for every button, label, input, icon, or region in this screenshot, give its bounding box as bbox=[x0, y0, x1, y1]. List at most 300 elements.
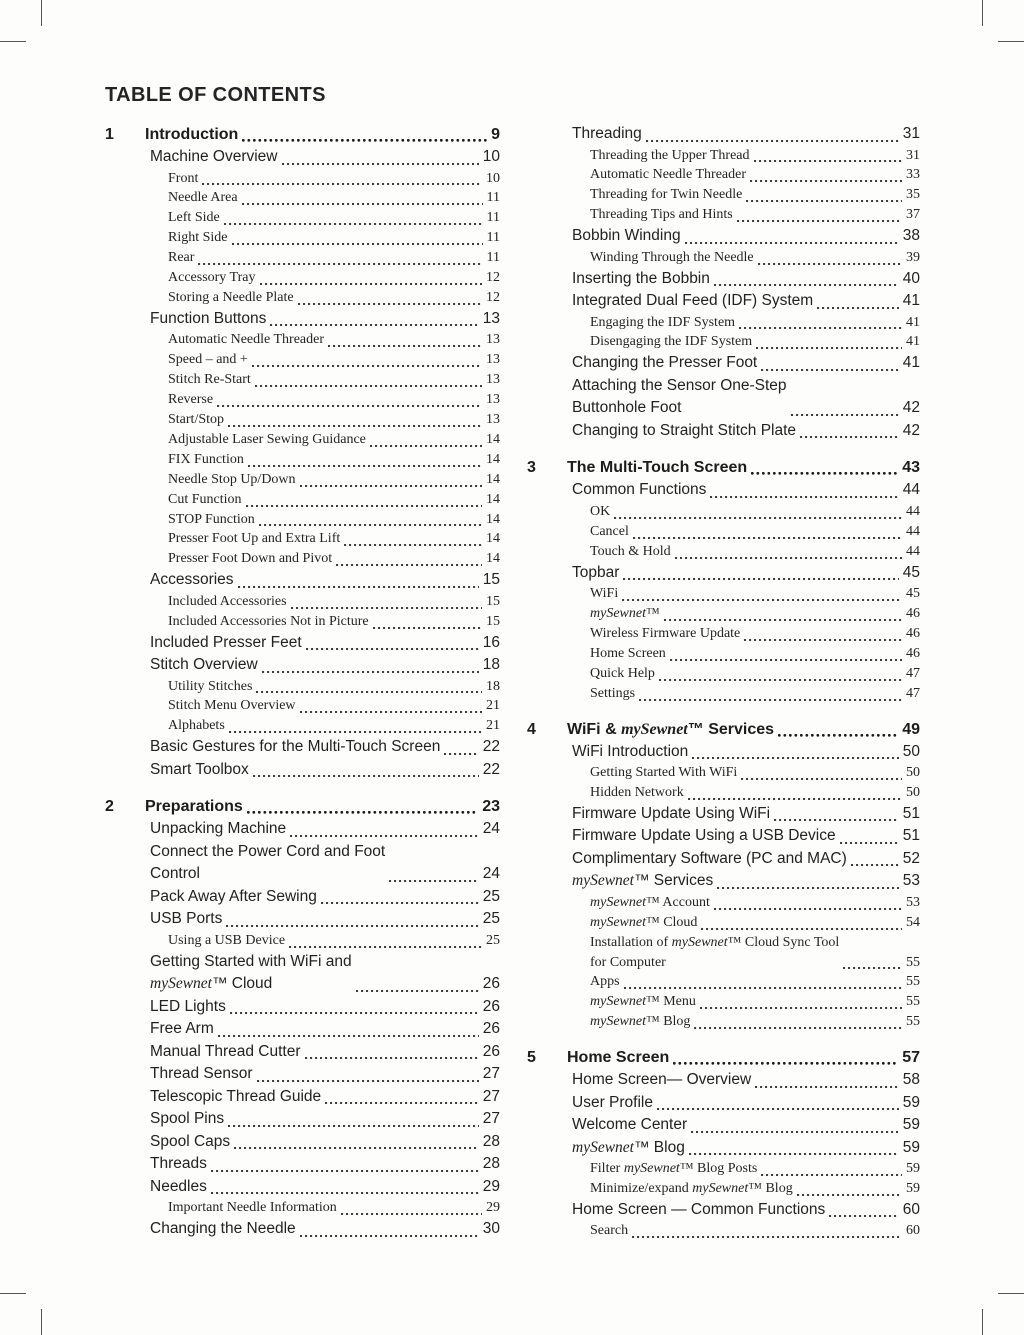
dot-leader bbox=[817, 307, 899, 309]
entry-page-number: 9 bbox=[491, 126, 500, 143]
entry-page-number: 60 bbox=[906, 1223, 920, 1239]
toc-entry bbox=[527, 420, 920, 443]
toc-entry bbox=[527, 933, 920, 973]
entry-label: Bobbin Winding bbox=[572, 227, 681, 245]
entry-label: Rear bbox=[168, 250, 195, 266]
toc-entry bbox=[527, 584, 920, 604]
toc-entry bbox=[527, 1221, 920, 1241]
dot-leader bbox=[840, 842, 899, 844]
dot-leader bbox=[622, 599, 902, 601]
toc-entry bbox=[527, 644, 920, 664]
toc-chapter-entry bbox=[527, 456, 920, 479]
entry-page-number: 29 bbox=[486, 1200, 500, 1216]
entry-page-number: 42 bbox=[902, 399, 920, 417]
entry-label: Welcome Center bbox=[572, 1116, 688, 1134]
entry-label: Threading for Twin Needle bbox=[590, 187, 743, 203]
dot-leader bbox=[646, 140, 899, 142]
toc-entry bbox=[527, 165, 920, 185]
dot-leader bbox=[224, 223, 483, 225]
dot-leader bbox=[829, 1215, 898, 1217]
entry-label: mySewnet™ bbox=[590, 605, 660, 621]
dot-leader bbox=[234, 1147, 479, 1149]
entry-label: Changing the Needle bbox=[150, 1220, 296, 1238]
entry-page-number: 53 bbox=[906, 894, 920, 910]
entry-label: LED Lights bbox=[150, 997, 226, 1015]
dot-leader bbox=[758, 263, 902, 265]
entry-label: Threading the Upper Thread bbox=[590, 147, 750, 163]
dot-leader bbox=[242, 203, 483, 205]
entry-page-number: 10 bbox=[486, 170, 500, 186]
entry-page-number: 25 bbox=[482, 887, 500, 905]
entry-page-number: 15 bbox=[482, 571, 500, 589]
entry-label: Installation of mySewnet™ Cloud Sync Tool for Computer bbox=[590, 934, 840, 970]
dot-leader bbox=[639, 699, 902, 701]
entry-label: Firmware Update Using a USB Device bbox=[572, 827, 836, 845]
toc-entry bbox=[527, 479, 920, 502]
entry-label: Free Arm bbox=[150, 1020, 214, 1038]
entry-label: USB Ports bbox=[150, 910, 223, 928]
dot-leader bbox=[300, 711, 482, 713]
entry-label: Touch & Hold bbox=[590, 543, 671, 559]
crop-mark-top-right-vertical bbox=[982, 0, 983, 26]
entry-page-number: 13 bbox=[486, 332, 500, 348]
entry-label: Automatic Needle Threader bbox=[168, 332, 325, 348]
dot-leader bbox=[659, 679, 902, 681]
entry-label: Needle Stop Up/Down bbox=[168, 471, 296, 487]
dot-leader bbox=[750, 180, 902, 182]
dot-leader bbox=[444, 753, 478, 755]
toc-entry bbox=[527, 146, 920, 166]
dot-leader bbox=[255, 385, 482, 387]
toc-entry bbox=[105, 490, 500, 510]
entry-label: Machine Overview bbox=[150, 148, 278, 165]
entry-page-number: 31 bbox=[902, 125, 920, 142]
entry-label: Speed – and + bbox=[168, 352, 248, 368]
toc-entry bbox=[105, 1086, 500, 1109]
entry-page-number: 55 bbox=[906, 1014, 920, 1030]
entry-page-number: 46 bbox=[906, 605, 920, 621]
toc-entry bbox=[527, 1114, 920, 1137]
entry-label: Getting Started with WiFi and mySewnet™ Cloud bbox=[150, 952, 352, 993]
dot-leader bbox=[675, 557, 902, 559]
entry-page-number: 50 bbox=[906, 784, 920, 800]
toc-entry bbox=[105, 759, 500, 782]
chapter-number: 4 bbox=[527, 720, 536, 738]
dot-leader bbox=[298, 303, 482, 305]
dot-leader bbox=[714, 908, 902, 910]
crop-mark-top-right-horizontal bbox=[998, 41, 1024, 42]
crop-mark-bottom-right-vertical bbox=[982, 1309, 983, 1335]
entry-page-number: 15 bbox=[486, 593, 500, 609]
toc-entry bbox=[527, 624, 920, 644]
entry-page-number: 41 bbox=[902, 354, 920, 372]
dot-leader bbox=[761, 1174, 902, 1176]
dot-leader bbox=[257, 1080, 479, 1082]
toc-entry bbox=[527, 848, 920, 871]
toc-entry bbox=[105, 169, 500, 189]
toc-entry bbox=[527, 205, 920, 225]
toc-entry bbox=[105, 736, 500, 759]
toc-entry bbox=[105, 1176, 500, 1199]
entry-label: User Profile bbox=[572, 1093, 653, 1111]
entry-page-number: 26 bbox=[482, 1042, 500, 1060]
dot-leader bbox=[226, 925, 478, 927]
toc-entry bbox=[527, 870, 920, 893]
toc-chapter-entry bbox=[105, 123, 500, 146]
entry-label: mySewnet™ Cloud bbox=[590, 914, 698, 930]
toc-entry bbox=[527, 123, 920, 146]
dot-leader bbox=[373, 627, 482, 629]
entry-page-number: 50 bbox=[906, 765, 920, 780]
toc-entry bbox=[105, 188, 500, 208]
entry-page-number: 14 bbox=[486, 551, 500, 567]
toc-entry bbox=[527, 825, 920, 848]
dot-leader bbox=[664, 619, 902, 621]
entry-label: Alphabets bbox=[168, 718, 225, 734]
entry-page-number: 39 bbox=[906, 249, 920, 265]
toc-entry bbox=[105, 1108, 500, 1131]
entry-page-number: 50 bbox=[902, 742, 920, 760]
dot-leader bbox=[692, 757, 898, 759]
entry-page-number: 42 bbox=[902, 421, 920, 439]
toc-entry bbox=[105, 841, 500, 886]
dot-leader bbox=[694, 1027, 902, 1029]
toc-entry bbox=[527, 664, 920, 684]
entry-page-number: 27 bbox=[482, 1110, 500, 1128]
entry-label: Disengaging the IDF System bbox=[590, 334, 753, 350]
toc-entry bbox=[105, 632, 500, 655]
crop-mark-bottom-left-horizontal bbox=[0, 1293, 26, 1294]
entry-page-number: 30 bbox=[482, 1220, 500, 1238]
dot-leader bbox=[230, 1012, 479, 1014]
entry-label: Minimize/expand mySewnet™ Blog bbox=[590, 1181, 793, 1197]
entry-page-number: 41 bbox=[902, 292, 920, 310]
entry-page-number: 14 bbox=[486, 431, 500, 447]
dot-leader bbox=[623, 578, 898, 580]
entry-label: Topbar bbox=[572, 563, 620, 581]
entry-label: Home Screen bbox=[590, 645, 666, 661]
entry-page-number: 47 bbox=[906, 685, 920, 701]
dot-leader bbox=[290, 835, 479, 837]
toc-entry bbox=[105, 470, 500, 490]
chapter-number: 5 bbox=[527, 1049, 536, 1067]
entry-page-number: 13 bbox=[486, 352, 500, 368]
toc-entry bbox=[105, 908, 500, 931]
entry-page-number: 27 bbox=[482, 1087, 500, 1105]
entry-page-number: 41 bbox=[906, 314, 920, 330]
dot-leader bbox=[282, 163, 479, 165]
entry-page-number: 55 bbox=[906, 994, 920, 1010]
dot-leader bbox=[791, 414, 899, 416]
dot-leader bbox=[344, 544, 482, 546]
entry-page-number: 44 bbox=[906, 543, 920, 559]
entry-label: Threads bbox=[150, 1155, 207, 1173]
dot-leader bbox=[389, 880, 479, 882]
toc-entry bbox=[527, 1159, 920, 1179]
entry-label: Presser Foot Down and Pivot bbox=[168, 551, 333, 567]
toc-entry bbox=[105, 350, 500, 370]
dot-leader bbox=[797, 1194, 902, 1196]
entry-page-number: 41 bbox=[906, 334, 920, 350]
entry-label: Basic Gestures for the Multi-Touch Screen bbox=[150, 738, 441, 756]
entry-label: Common Functions bbox=[572, 481, 707, 499]
crop-mark-top-left-vertical bbox=[41, 0, 42, 26]
entry-page-number: 44 bbox=[902, 481, 920, 499]
entry-label: Home Screen — Common Functions bbox=[572, 1200, 826, 1218]
entry-page-number: 44 bbox=[906, 523, 920, 539]
toc-entry bbox=[527, 1012, 920, 1032]
toc-chapter-entry bbox=[105, 795, 500, 818]
toc-entry bbox=[105, 529, 500, 549]
entry-label: Stitch Re-Start bbox=[168, 372, 251, 388]
toc-page bbox=[105, 84, 920, 1241]
dot-leader bbox=[248, 465, 482, 467]
chapter-number: 1 bbox=[105, 126, 114, 143]
toc-entry bbox=[527, 522, 920, 542]
dot-leader bbox=[336, 564, 482, 566]
entry-page-number: 47 bbox=[906, 665, 920, 681]
entry-label: Using a USB Device bbox=[168, 932, 286, 948]
entry-page-number: 59 bbox=[902, 1138, 920, 1156]
entry-page-number: 31 bbox=[906, 147, 920, 163]
entry-label: Included Accessories bbox=[168, 593, 287, 609]
dot-leader bbox=[701, 928, 902, 930]
toc-entry bbox=[527, 562, 920, 585]
entry-label: Inserting the Bobbin bbox=[572, 269, 710, 287]
toc-entry bbox=[527, 741, 920, 764]
toc-entry bbox=[105, 612, 500, 632]
entry-page-number: 10 bbox=[482, 148, 500, 165]
dot-leader bbox=[198, 263, 482, 265]
dot-leader bbox=[851, 864, 899, 866]
entry-page-number: 14 bbox=[486, 491, 500, 507]
dot-leader bbox=[259, 524, 482, 526]
entry-label: Telescopic Thread Guide bbox=[150, 1087, 322, 1105]
entry-label: Preparations bbox=[145, 798, 243, 816]
crop-mark-top-left-horizontal bbox=[0, 41, 26, 42]
entry-page-number: 24 bbox=[482, 820, 500, 838]
entry-label: Getting Started With WiFi bbox=[590, 765, 738, 780]
dot-leader bbox=[218, 1035, 479, 1037]
dot-leader bbox=[632, 1236, 902, 1238]
toc-entry bbox=[105, 654, 500, 677]
entry-page-number: 11 bbox=[486, 250, 500, 266]
toc-entry bbox=[105, 1198, 500, 1218]
dot-leader bbox=[270, 324, 478, 326]
toc-entry bbox=[105, 677, 500, 697]
toc-entry bbox=[527, 604, 920, 624]
toc-entry bbox=[105, 886, 500, 909]
toc-entry bbox=[105, 951, 500, 996]
entry-page-number: 21 bbox=[486, 698, 500, 714]
dot-leader bbox=[247, 811, 478, 814]
entry-page-number: 21 bbox=[486, 718, 500, 734]
entry-page-number: 14 bbox=[486, 451, 500, 467]
toc-entry bbox=[105, 268, 500, 288]
crop-mark-bottom-right-horizontal bbox=[998, 1293, 1024, 1294]
dot-leader bbox=[253, 775, 479, 777]
dot-leader bbox=[306, 648, 479, 650]
entry-page-number: 14 bbox=[486, 471, 500, 487]
toc-entry bbox=[527, 313, 920, 333]
entry-page-number: 60 bbox=[902, 1200, 920, 1218]
entry-label: Function Buttons bbox=[150, 309, 267, 327]
entry-label: Winding Through the Needle bbox=[590, 249, 754, 265]
entry-page-number: 58 bbox=[902, 1071, 920, 1089]
dot-leader bbox=[232, 243, 483, 245]
dot-leader bbox=[211, 1170, 479, 1172]
entry-label: Attaching the Sensor One-Step Buttonhole Foot bbox=[572, 376, 787, 417]
dot-leader bbox=[624, 987, 902, 989]
toc-entry bbox=[105, 549, 500, 569]
entry-label: Pack Away After Sewing bbox=[150, 887, 317, 905]
entry-page-number: 59 bbox=[906, 1161, 920, 1177]
entry-page-number: 51 bbox=[902, 827, 920, 845]
toc-entry bbox=[105, 450, 500, 470]
entry-label: OK bbox=[590, 503, 611, 519]
toc-entry bbox=[105, 1041, 500, 1064]
dot-leader bbox=[755, 1086, 899, 1088]
page-title: TABLE OF CONTENTS bbox=[105, 84, 326, 106]
dot-leader bbox=[739, 327, 902, 329]
entry-page-number: 49 bbox=[902, 720, 920, 738]
toc-entry bbox=[527, 913, 920, 933]
dot-leader bbox=[305, 1057, 479, 1059]
entry-page-number: 27 bbox=[482, 1065, 500, 1083]
entry-page-number: 52 bbox=[902, 849, 920, 867]
entry-page-number: 53 bbox=[902, 872, 920, 890]
dot-leader bbox=[746, 200, 902, 202]
entry-page-number: 24 bbox=[482, 865, 500, 883]
dot-leader bbox=[356, 990, 479, 992]
toc-entry bbox=[105, 370, 500, 390]
entry-label: Complimentary Software (PC and MAC) bbox=[572, 849, 847, 867]
entry-label: Start/Stop bbox=[168, 411, 225, 427]
entry-label: Changing to Straight Stitch Plate bbox=[572, 421, 797, 439]
entry-label: Home Screen bbox=[567, 1049, 670, 1067]
dot-leader bbox=[246, 505, 482, 507]
toc-chapter-entry bbox=[527, 718, 920, 741]
entry-label: Included Presser Feet bbox=[150, 633, 302, 651]
toc-entry bbox=[527, 1199, 920, 1222]
entry-page-number: 45 bbox=[902, 563, 920, 581]
toc-entry bbox=[527, 268, 920, 291]
entry-page-number: 46 bbox=[906, 645, 920, 661]
dot-leader bbox=[289, 946, 482, 948]
entry-label: Storing a Needle Plate bbox=[168, 289, 294, 305]
entry-page-number: 26 bbox=[482, 997, 500, 1015]
entry-page-number: 38 bbox=[902, 227, 920, 245]
entry-page-number: 54 bbox=[906, 914, 920, 930]
toc-entry bbox=[527, 225, 920, 248]
entry-label: STOP Function bbox=[168, 511, 255, 527]
entry-label: Home Screen— Overview bbox=[572, 1071, 752, 1089]
toc-entry bbox=[527, 763, 920, 783]
entry-label: Settings bbox=[590, 685, 636, 701]
dot-leader bbox=[242, 139, 487, 142]
entry-page-number: 12 bbox=[486, 289, 500, 305]
entry-page-number: 43 bbox=[902, 459, 920, 477]
entry-page-number: 57 bbox=[902, 1049, 920, 1067]
toc-entry bbox=[105, 146, 500, 169]
entry-page-number: 18 bbox=[482, 656, 500, 674]
entry-page-number: 45 bbox=[906, 586, 920, 602]
dot-leader bbox=[262, 671, 479, 673]
toc-entry bbox=[527, 992, 920, 1012]
entry-label: The Multi-Touch Screen bbox=[567, 459, 748, 477]
dot-leader bbox=[744, 639, 902, 641]
entry-label: Wireless Firmware Update bbox=[590, 625, 741, 641]
toc-entry bbox=[105, 430, 500, 450]
dot-leader bbox=[800, 436, 899, 438]
dot-leader bbox=[700, 1007, 902, 1009]
entry-label: Left Side bbox=[168, 210, 220, 226]
entry-page-number: 18 bbox=[486, 678, 500, 694]
toc-entry bbox=[527, 684, 920, 704]
dot-leader bbox=[300, 1235, 479, 1237]
entry-label: mySewnet™ Services bbox=[572, 872, 714, 890]
entry-page-number: 11 bbox=[486, 190, 500, 206]
toc-entry bbox=[105, 696, 500, 716]
toc-entry bbox=[105, 330, 500, 350]
dot-leader bbox=[843, 967, 902, 969]
dot-leader bbox=[737, 220, 902, 222]
toc-entry bbox=[105, 818, 500, 841]
dot-leader bbox=[741, 778, 902, 780]
entry-label: Engaging the IDF System bbox=[590, 314, 736, 330]
entry-page-number: 46 bbox=[906, 625, 920, 641]
toc-entry bbox=[105, 996, 500, 1019]
entry-page-number: 23 bbox=[482, 798, 500, 816]
dot-leader bbox=[300, 485, 482, 487]
dot-leader bbox=[228, 425, 482, 427]
toc-entry bbox=[527, 248, 920, 268]
entry-page-number: 25 bbox=[486, 932, 500, 948]
dot-leader bbox=[328, 345, 482, 347]
entry-page-number: 22 bbox=[482, 760, 500, 778]
entry-label: Hidden Network bbox=[590, 784, 684, 800]
entry-page-number: 15 bbox=[486, 613, 500, 629]
dot-leader bbox=[341, 1213, 482, 1215]
dot-leader bbox=[689, 1153, 899, 1155]
entry-page-number: 29 bbox=[482, 1177, 500, 1195]
toc-entry bbox=[527, 290, 920, 313]
entry-label: Needles bbox=[150, 1177, 207, 1195]
entry-label: Stitch Overview bbox=[150, 656, 258, 674]
entry-label: Utility Stitches bbox=[168, 678, 253, 694]
entry-label: Quick Help bbox=[590, 665, 655, 681]
entry-page-number: 55 bbox=[906, 954, 920, 970]
toc-entry bbox=[105, 208, 500, 228]
entry-page-number: 26 bbox=[482, 1020, 500, 1038]
entry-page-number: 16 bbox=[482, 633, 500, 651]
dot-leader bbox=[370, 445, 482, 447]
dot-leader bbox=[691, 1131, 899, 1133]
entry-page-number: 25 bbox=[482, 910, 500, 928]
toc-entry bbox=[105, 248, 500, 268]
dot-leader bbox=[238, 586, 479, 588]
entry-page-number: 51 bbox=[902, 804, 920, 822]
entry-page-number: 13 bbox=[486, 411, 500, 427]
dot-leader bbox=[325, 1102, 479, 1104]
entry-label: Adjustable Laser Sewing Guidance bbox=[168, 431, 366, 447]
entry-label: Smart Toolbox bbox=[150, 760, 249, 778]
entry-page-number: 59 bbox=[906, 1181, 920, 1197]
entry-page-number: 59 bbox=[902, 1093, 920, 1111]
toc-entry bbox=[105, 592, 500, 612]
dot-leader bbox=[217, 405, 482, 407]
entry-label: mySewnet™ Account bbox=[590, 894, 710, 910]
